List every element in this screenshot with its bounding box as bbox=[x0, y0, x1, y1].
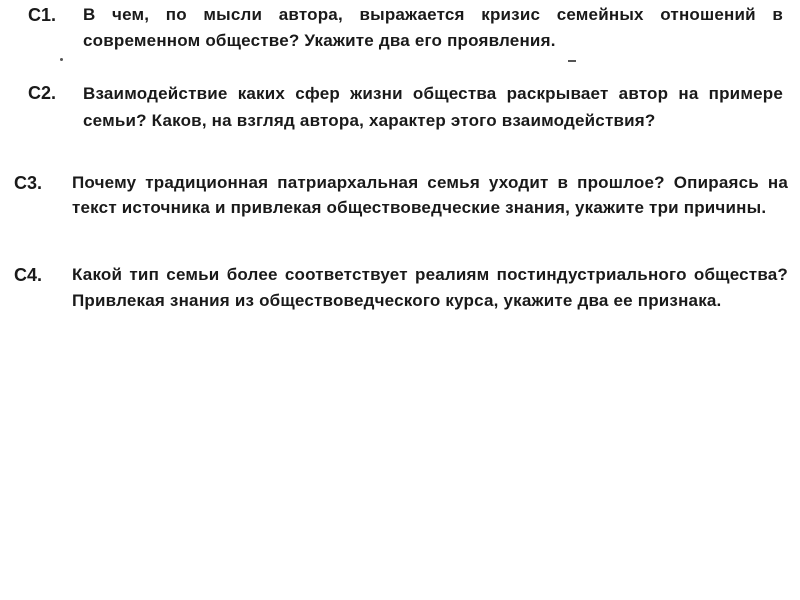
scan-speck bbox=[568, 60, 576, 62]
question-text: В чем, по мысли автора, выражается кризис семейных отношений в современном обществе? Укажите два его проявления. bbox=[83, 5, 783, 50]
question-c3 bbox=[14, 170, 790, 220]
scan-speck bbox=[60, 58, 63, 61]
question-number: С1. bbox=[28, 5, 57, 25]
question-text: Почему традиционная патриархальная семья уходит в прошлое? Опираясь на текст источника и привлекая обществоведческие знания, укажите три причины. bbox=[72, 173, 788, 217]
question-text: Какой тип семьи более соответствует реалиям постиндустриального общества? Привлекая знания из обществоведческого курса, укажите два ее признака. bbox=[72, 265, 788, 310]
question-c1 bbox=[28, 2, 788, 54]
question-number: С3. bbox=[14, 173, 43, 193]
question-c2 bbox=[28, 80, 788, 134]
question-text: Взаимодействие каких сфер жизни общества раскрывает автор на примере семьи? Каков, на взгляд автора, характер этого взаимодействия? bbox=[83, 84, 783, 130]
question-number: С4. bbox=[14, 265, 43, 285]
question-c4 bbox=[14, 262, 790, 314]
question-number: С2. bbox=[28, 83, 57, 103]
